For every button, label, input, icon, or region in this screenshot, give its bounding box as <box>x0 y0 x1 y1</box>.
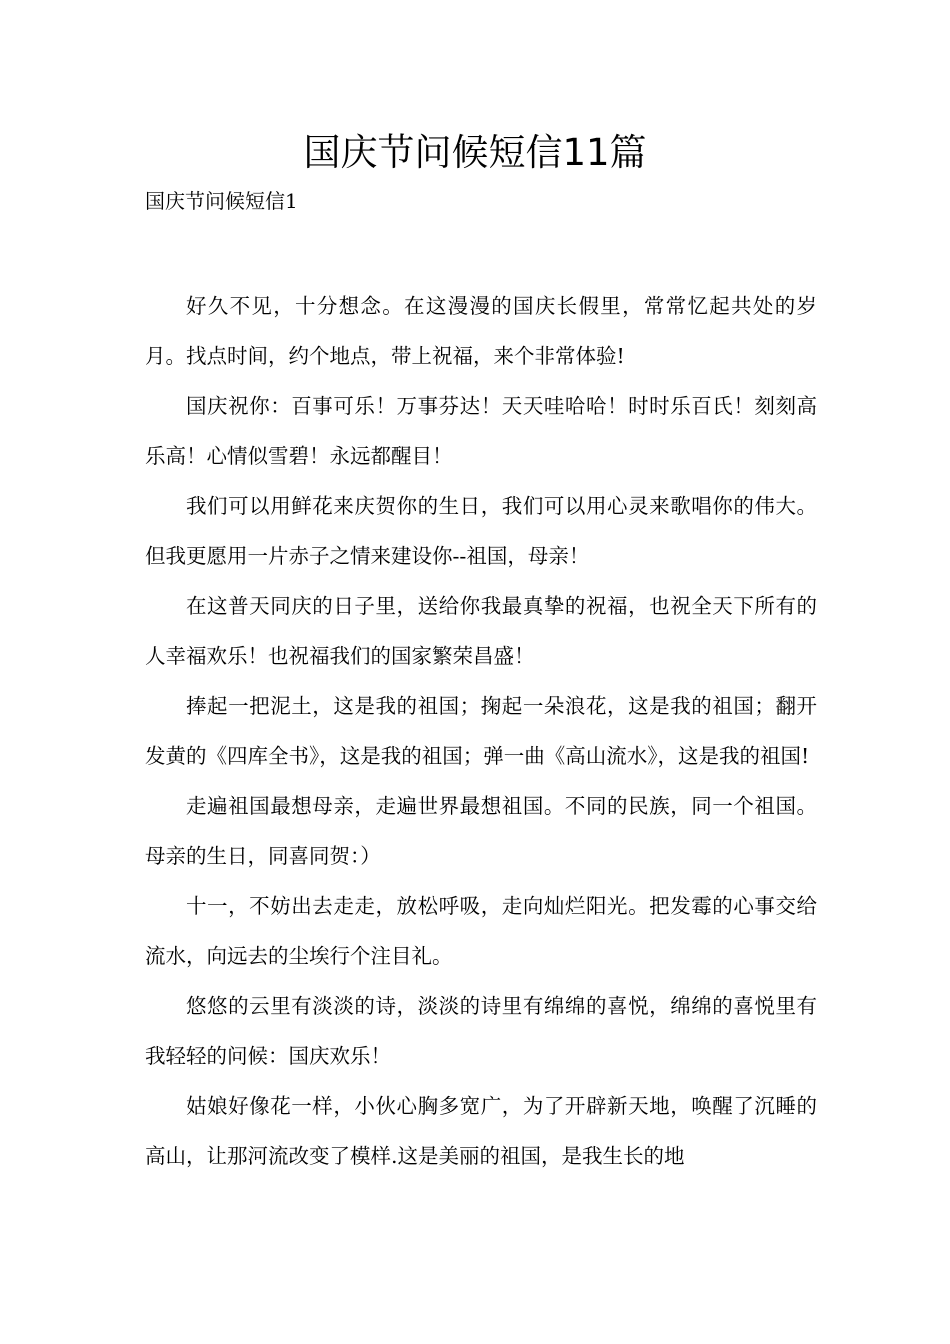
document-title: 国庆节问候短信11篇 <box>303 131 647 174</box>
section-heading: 国庆节问候短信1 <box>145 189 298 213</box>
paragraph: 悠悠的云里有淡淡的诗，淡淡的诗里有绵绵的喜悦，绵绵的喜悦里有我轻轻的问候：国庆欢乐！ <box>145 994 817 1068</box>
paragraph: 我们可以用鲜花来庆贺你的生日，我们可以用心灵来歌唱你的伟大。但我更愿用一片赤子之情来建设你--祖国，母亲！ <box>145 494 817 568</box>
paragraph: 好久不见，十分想念。在这漫漫的国庆长假里，常常忆起共处的岁月。找点时间，约个地点，带上祝福，来个非常体验! <box>145 294 817 368</box>
document-body <box>145 281 817 1181</box>
paragraph: 姑娘好像花一样，小伙心胸多宽广，为了开辟新天地，唤醒了沉睡的高山，让那河流改变了模样.这是美丽的祖国，是我生长的地 <box>145 1094 817 1168</box>
paragraph: 在这普天同庆的日子里，送给你我最真挚的祝福，也祝全天下所有的人幸福欢乐！也祝福我们的国家繁荣昌盛！ <box>145 594 817 668</box>
paragraph: 走遍祖国最想母亲，走遍世界最想祖国。不同的民族，同一个祖国。母亲的生日，同喜同贺：） <box>145 794 817 868</box>
paragraph: 捧起一把泥土，这是我的祖国；掬起一朵浪花，这是我的祖国；翻开发黄的《四库全书》，这是我的祖国；弹一曲《高山流水》，这是我的祖国! <box>145 694 817 768</box>
paragraph: 国庆祝你：百事可乐！万事芬达！天天哇哈哈！时时乐百氏！刻刻高乐高！心情似雪碧！永远都醒目！ <box>145 394 817 468</box>
paragraph: 十一，不妨出去走走，放松呼吸，走向灿烂阳光。把发霉的心事交给流水，向远去的尘埃行个注目礼。 <box>145 894 817 968</box>
